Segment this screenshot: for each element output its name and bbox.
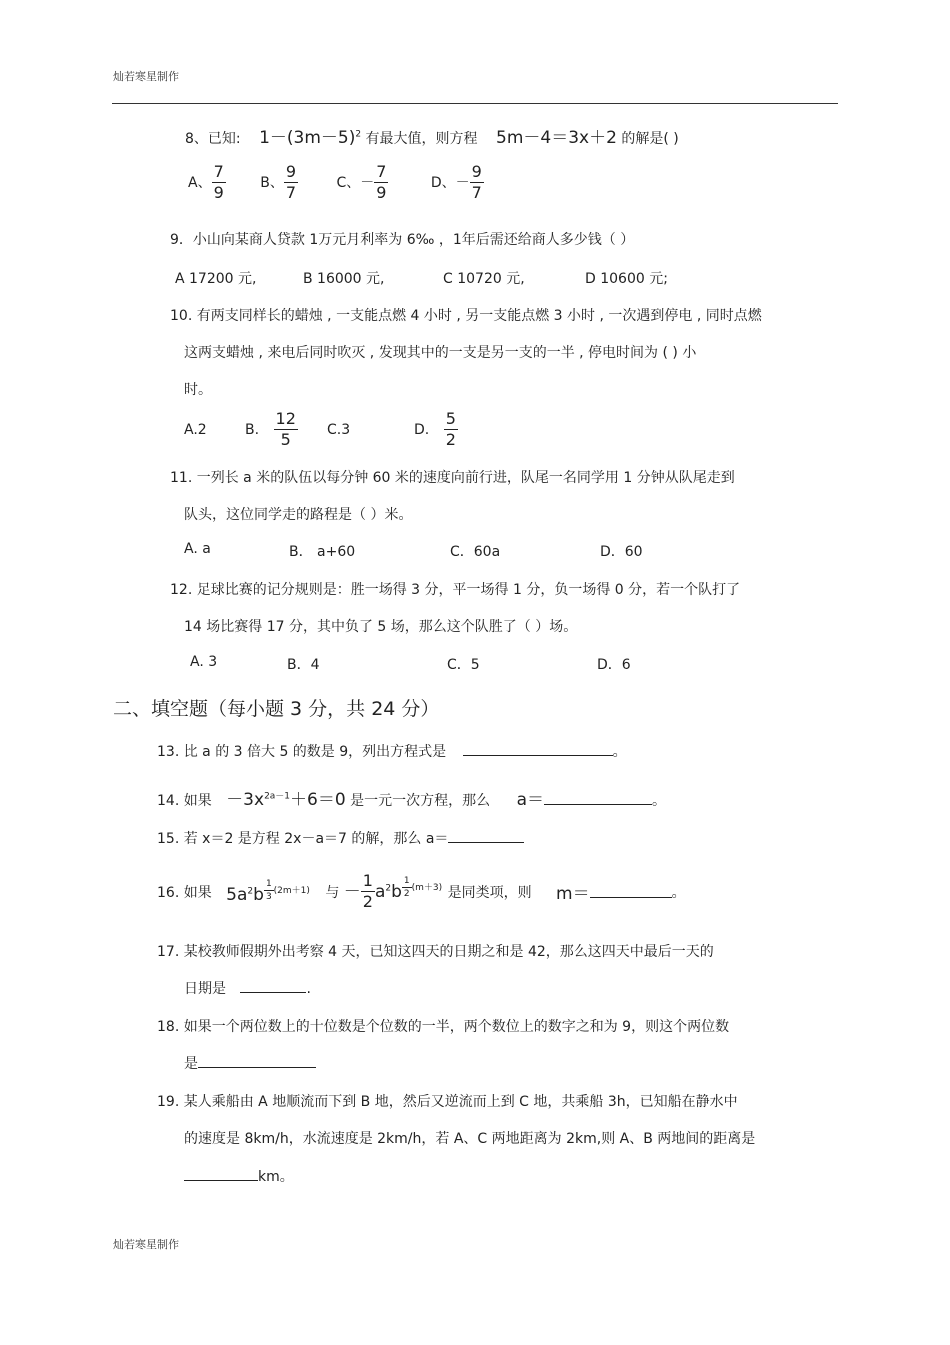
q18-line-1: 18. 如果一个两位数上的十位数是个位数的一半，两个数位上的数字之和为 9，则这个两位数: [157, 1019, 730, 1035]
q9-option-a[interactable]: A 17200 元,: [175, 271, 257, 287]
q19-line-1: 19. 某人乘船由 A 地顺流而下到 B 地，然后又逆流而上到 C 地，共乘船 3h，已知船在静水中: [157, 1094, 738, 1110]
q12-option-c[interactable]: C．5: [447, 657, 480, 673]
q11-line-1: 11. 一列长 a 米的队伍以每分钟 60 米的速度向前行进，队尾一名同学用 1 分钟从队尾走到: [170, 470, 735, 486]
q10-line-1: 10. 有两支同样长的蜡烛 , 一支能点燃 4 小时 , 另一支能点燃 3 小时 , 一次遇到停电 , 同时点燃: [170, 308, 762, 324]
header-divider: [112, 103, 838, 104]
q8-option-a[interactable]: A、 $\frac{7}{9}$: [188, 162, 224, 203]
q8-option-b[interactable]: B、 $\frac{9}{7}$: [260, 162, 297, 203]
q12-option-a[interactable]: A. 3: [190, 654, 218, 670]
q12-line-1: 12. 足球比赛的记分规则是：胜一场得 3 分，平一场得 1 分，负一场得 0 分，若一个队打了: [170, 582, 741, 598]
q10-line-3: 时。: [184, 382, 212, 398]
q12-option-d[interactable]: D．6: [597, 657, 631, 673]
q8-middle: 有最大值，则方程: [365, 131, 478, 147]
q17-line-2: 日期是 .: [184, 981, 311, 997]
question-8: [185, 123, 679, 148]
q13-answer-blank[interactable]: [463, 743, 613, 756]
q10-option-a[interactable]: A.2: [184, 422, 207, 438]
q8-option-c[interactable]: C、－ $\frac{7}{9}$: [336, 162, 387, 203]
q10-line-2: 这两支蜡烛 , 来电后同时吹灭 , 发现其中的一支是另一支的一半 , 停电时间为 ( ) 小: [184, 345, 697, 361]
q8-option-d[interactable]: D、－ $\frac{9}{7}$: [430, 162, 482, 203]
q8-prefix: 8、已知:: [185, 131, 241, 147]
q12-line-2: 14 场比赛得 17 分，其中负了 5 场，那么这个队胜了（ ）场。: [184, 619, 578, 635]
q17-answer-blank[interactable]: [240, 980, 306, 993]
q16-term-2: － $\frac{1}{2}$ $a^2b$ $^{\frac{1}{2} (m+3)}$: [343, 871, 443, 912]
section-2-title: 二、填空题（每小题 3 分，共 24 分）: [113, 698, 440, 720]
q8-options: [188, 163, 484, 203]
question-16: 16. 如果 $5a^2b$ $^{\frac{1}{3} (2m+1)}$ 与 － $\frac{1}{2}$ $a^2b$ $^{\frac{1}{2} (m+3)}$ 是同类项，则 m＝ 。: [157, 871, 686, 912]
question-13: 13. 比 a 的 3 倍大 5 的数是 9，列出方程式是 。: [157, 744, 627, 760]
q18-answer-blank[interactable]: [198, 1055, 316, 1068]
q11-option-c[interactable]: C．60a: [450, 544, 501, 560]
footer-producer: 灿若寒星制作: [113, 1238, 179, 1251]
q11-option-a[interactable]: A. a: [184, 541, 211, 557]
q16-term-1: $5a^2b$ $^{\frac{1}{3} (2m+1)}$: [226, 878, 310, 905]
q9-stem: 9．小山向某商人贷款 1万元月利率为 6‰ ，1年后需还给商人多少钱（ ）: [170, 232, 635, 248]
q16-answer-blank[interactable]: [590, 885, 672, 898]
q19-answer-blank[interactable]: [184, 1168, 258, 1181]
q17-line-1: 17. 某校教师假期外出考察 4 天，已知这四天的日期之和是 42，那么这四天中最后一天的: [157, 944, 714, 960]
q15-answer-blank[interactable]: [448, 830, 524, 843]
q9-option-d[interactable]: D 10600 元;: [585, 271, 668, 287]
question-14: 14. 如果 $-3x^{2a-1}+6=0$ 是一元一次方程，那么 a＝ 。: [157, 790, 666, 810]
q10-option-c[interactable]: C.3: [327, 422, 351, 438]
q19-line-2: 的速度是 8km/h，水流速度是 2km/h，若 A、C 两地距离为 2km,则 A、B 两地间的距离是: [184, 1131, 756, 1147]
q14-expression: $-3x^{2a-1}+6=0$: [226, 790, 346, 810]
q11-line-2: 队头，这位同学走的路程是（ ）米。: [184, 507, 413, 523]
header-producer: 灿若寒星制作: [113, 70, 179, 83]
q8-suffix: 的解是( ): [621, 131, 679, 147]
question-15: 15. 若 x＝2 是方程 2x－a＝7 的解，那么 a＝: [157, 828, 524, 848]
q18-line-2: 是: [184, 1053, 316, 1073]
q9-option-b[interactable]: B 16000 元,: [303, 271, 385, 287]
q11-option-d[interactable]: D．60: [600, 544, 643, 560]
q8-equation: 5m－4＝3x＋2: [496, 128, 617, 148]
q11-option-b[interactable]: B． a+60: [289, 544, 356, 560]
q9-option-c[interactable]: C 10720 元,: [443, 271, 525, 287]
q8-expression: $1-(3m-5)^2$: [259, 128, 362, 148]
q19-line-3: km。: [184, 1166, 294, 1186]
q12-option-b[interactable]: B．4: [287, 657, 320, 673]
q10-option-d[interactable]: D. $\frac{5}{2}$: [414, 409, 456, 450]
q10-option-b[interactable]: B. $\frac{12}{5}$: [245, 409, 296, 450]
q14-answer-blank[interactable]: [544, 792, 652, 805]
